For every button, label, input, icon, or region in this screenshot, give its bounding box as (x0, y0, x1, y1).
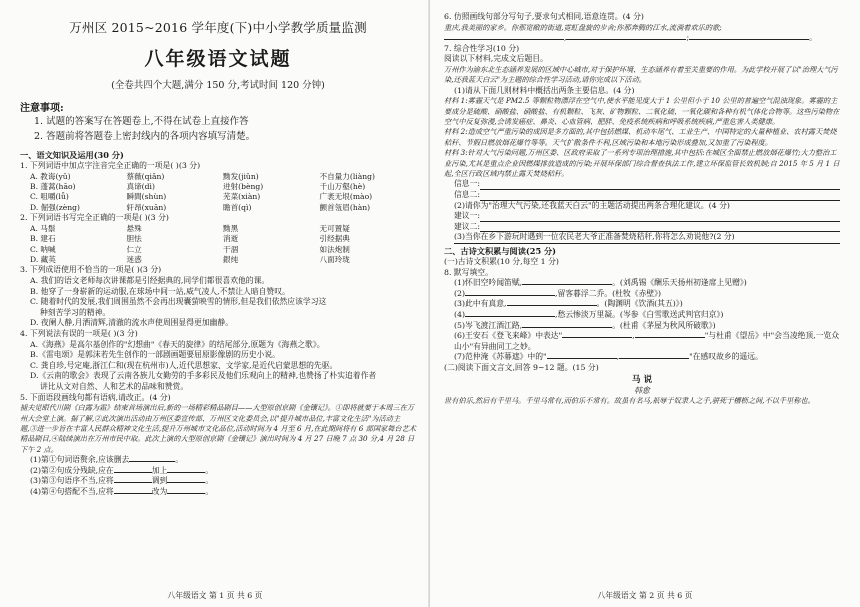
option-b: B. 他穿了一身崭新的运动服,在球场中间一站,威气凌人,不禁让人暗自赞叹。 (30, 286, 290, 296)
option-d: D.《云南的歌会》表现了云南各族儿女勤劳的手多彩民及他们乐观向上的精神,也赞扬了朴实追着作者 (30, 371, 377, 381)
answer-blank[interactable] (114, 482, 152, 483)
option-row: C. 咀嚼(lǚ) 瞬間(shùn) 芜菜(xiàn) 广袤无垠(mào) (30, 192, 373, 202)
classical-text: 世有伯乐,然后有千里马。千里马常有,而伯乐不常有。故虽有名马,祇辱于奴隶人之手,骈死于槽枥之间,不以千里称也。 (444, 395, 815, 405)
answer-blank[interactable] (619, 358, 689, 359)
material-3: 材料 3:针对大气污染问题,万州区委、区政府采取了一系列专项治理措施,其中包括:在城区全面禁止燃放烟花爆竹;大力整治工业污染,尤其是重点企业因燃煤排放造成的污染;开展环保部门综合督查执法工作,建立环保监管长效机制;自 2015 年 5 月 1 日起,全区行政区域内禁止露天焚烧秸秆。 (444, 148, 840, 179)
option-a: A. 我们的语文老师每次讲课都是引经据典的,同学们都很喜欢他的课。 (30, 276, 270, 286)
fill-item-6: (6)王安石《登飞来峰》中表达" , "与杜甫《望岳》中"会当凌绝顶,一览众山小"有异曲同工之妙。 (454, 331, 840, 351)
material-1: 材料 1:雾霾天气是 PM2.5 等颗粒物漂浮在空气中,使水平能见度大于 1 公里但小于 10 公里的普遍空气混浊现象。雾霾的主要成分是硫酸、硝酸盐、硝酸盐、有机颗粒、飞灰、矿物颗粒、二氧化硫、一氧化碳和各种有机气体化合物等。这些污染物在空气中反复弥漫,会诱发癌症、鼻炎、心血管病、肥胖、免疫系统疾病和呼吸系统疾病,严重危害人类健康。 (444, 96, 840, 126)
answer-blank[interactable] (547, 358, 617, 359)
option-row: C. 呐喊 仁立 干涸 如法炮制 (30, 244, 350, 254)
option-a: A.《海燕》是高尔基创作的"幻想曲"《春天的旋律》的结尾部分,原题为《海燕之歌》。 (30, 339, 325, 349)
answer-blank[interactable] (167, 472, 205, 473)
answer-blank[interactable] (635, 337, 705, 338)
fill-item-4: (4) ,愁云惨淡万里凝。(岑参《白雪歌送武判官归京》) (454, 309, 724, 319)
answer-blank[interactable] (167, 482, 205, 483)
material-2: 材料 2:造成空气严重污染的成因是多方面的,其中包括燃煤、机动车尾气、工业生产、中国特定的大量种植业、农村露天焚烧秸秆、节假日燃放烟花爆竹等等。天气扩散条件不利,区域污染和本地污染形成叠加,又加重了污染程度。 (444, 127, 837, 147)
question-7: 7. 综合性学习(10 分) (444, 43, 520, 53)
answer-blank[interactable] (522, 284, 612, 285)
option-c: C. 随着时代的发展,我们周围虽然不会再出现囊萤映雪的情形,但是我们依然应该学习这 (30, 297, 327, 307)
fill-item-5: (5)岑飞渡江酒江路, 。(杜甫《茅屋为秋风所破歌》) (454, 320, 716, 330)
notice-heading: 注意事项: (20, 103, 64, 114)
answer-blank[interactable] (480, 179, 840, 190)
exam-title: 八年级语文试题 (144, 48, 292, 70)
option-row: A. 马鬃 悬殊 黝黑 无可置疑 (30, 223, 350, 233)
answer-line (444, 243, 840, 244)
answer-blank[interactable] (689, 39, 809, 40)
answer-blank[interactable] (566, 39, 686, 40)
question-7-task-2: (2)请你为"治理大气污染,还我蓝天白云"的主题活动提出两条合理化建议。(4 分) (454, 200, 730, 210)
answer-blank[interactable] (444, 39, 564, 40)
option-c-continued: 种刻苦学习的精神。 (40, 307, 111, 317)
subsection-2: (二)阅读下面文言文,回答 9~12 题。(15 分) (444, 362, 599, 372)
question-5-passage: 捕夫觉眼代川剧《白露为霜》结束首场演出后,新的一场精彩精品剧目——大型原创京剧《金镶记》。①即将就要于本周三在万州大会堂上演。据了解,②此次演出活动由万州区委宣传部、万州区文化委员会,以"提升城市品位,丰富文化生活"为活动主题,③进一步旨在丰富人民群众精神文化生活,提升万州城市文化品位,活动时间为 4 月至 6 月,在此期间将有 6 部国家舞台艺术精品剧目,④陆续演出在万州市民中取。此次上演的大型原创京剧《金镶记》演出时间为 4 月 27 日晚 7 点 30 分,4 月 28 日下午 2 点。 (20, 403, 416, 454)
option-row: A. 教诲(yǔ) 蔡薇(qiǎn) 黝发(jiǔn) 不自量力(liàng) (30, 171, 375, 181)
option-d: D. 夜阑人静,月洒清辉,清澈的流水声使周围显得更加幽静。 (30, 318, 234, 328)
answer-blank[interactable] (480, 222, 840, 233)
section-heading-1: 一、语文知识及运用(30 分) (20, 150, 124, 160)
answer-blank[interactable] (114, 472, 152, 473)
question-7-task-3: (3)当你在乡下游玩时遇到一位农民老大爷正准备焚烧秸秆,你将怎么劝说他?(2 分) (454, 232, 735, 242)
question-8: 8. 默写填空。 (444, 267, 493, 277)
answer-blank[interactable] (507, 305, 597, 306)
question-4: 4. 下列说法有误的一项是( )(3 分) (20, 329, 138, 338)
fill-item-2: (2) ,留客暮浮二乔。(杜牧《赤壁》) (454, 288, 662, 298)
answer-blank[interactable] (167, 493, 205, 494)
answer-line-1: (1)第①句词语赘余,应该删去 。 (30, 455, 184, 465)
answer-line-2: (2)第②句成分残缺,应在 加上 。 (30, 465, 214, 475)
answer-blank[interactable] (465, 295, 555, 296)
info-line-2: 信息二: (444, 190, 840, 201)
option-row: D. 藏英 迷惑 銀纯 八面玲珑 (30, 255, 350, 265)
option-row: B. 蓬蒿(hāo) 真谛(dì) 迸射(bèng) 千山万壑(hè) (30, 182, 366, 191)
suggestion-line-2: 建议二: (444, 222, 840, 233)
answer-line-3: (3)第③句语序不当,应将 调到 。 (30, 476, 214, 486)
poem-title: 马 说 (631, 374, 653, 385)
fill-item-3: (3)此中有真意, 。(陶渊明《饮酒(其五)》) (454, 299, 683, 309)
question-3: 3. 下列成语使用不恰当的一项是( )(3 分) (20, 265, 162, 275)
answer-line: , ; 。 (444, 33, 840, 44)
question-7-task-1: (1)请从下面几则材料中概括出两条主要信息。(4 分) (454, 85, 635, 95)
answer-blank[interactable] (129, 461, 175, 462)
poem-author: 韩愈 (634, 385, 650, 395)
page-footer: 八年级语文 第 2 页 共 6 页 (597, 591, 693, 600)
question-7-para: 万州作为渝东北生态涵养发展的区域中心城市,对于保护环境、生态涵养有着至关重要的作用。为此学校开展了以"治理大气污染,还我蓝天白云"为主题的综合性学习活动,请你完成以下活动。 (444, 64, 838, 85)
question-6-text: 重庆,我美丽的家乡。你那宽敞的街道,霓虹盘旋的步舍;你那奔腾的江水,流淌着欢乐的歌; (444, 22, 722, 32)
info-line-1: 信息一: (444, 179, 840, 190)
answer-blank[interactable] (465, 316, 555, 317)
notice-1: 1. 试题的答案写在答题卷上,不得在试卷上直接作答 (34, 116, 249, 127)
page-two (430, 0, 860, 607)
exam-subtitle: (全卷共四个大题,满分 150 分,考试时间 120 分钟) (111, 80, 325, 91)
answer-blank[interactable] (480, 211, 840, 222)
question-1: 1. 下列词语中加点字注音完全正确的一项是( )(3 分) (20, 161, 201, 170)
answer-blank[interactable] (454, 243, 840, 244)
question-2: 2. 下列词语书写完全正确的一项是( )(3 分) (20, 213, 169, 223)
fill-item-7: (7)范仲淹《苏幕遮》中的" , "在感叹故乡的遥远。 (454, 352, 763, 362)
suggestion-line-1: 建议一: (444, 211, 840, 222)
section-heading-2: 二、古诗文积累与阅读(25 分) (444, 246, 557, 256)
exam-header: 万州区 2015~2016 学年度(下)中小学教学质量监测 (69, 20, 367, 35)
notice-2: 2. 答题前将答题卷上密封线内的各项内容填写清楚。 (34, 131, 256, 142)
option-row: D. 倔强(zèng) 轩昂(xuān) 瞻首(qì) 颤首瓴眉(hàn) (30, 202, 371, 212)
answer-blank[interactable] (562, 337, 632, 338)
question-6: 6. 仿照画线句部分写句子,要求句式相同,语意连贯。(4 分) (444, 12, 644, 21)
answer-blank[interactable] (114, 493, 152, 494)
answer-line-4: (4)第④句搭配不当,应将 改为 。 (30, 486, 214, 496)
option-c: C. 龚自珍,号定庵,浙江仁和(现在杭州市)人,近代思想家、文学家,是近代启蒙思想的先驱。 (30, 360, 338, 370)
option-row: B. 建石 胆怯 消逝 引经据典 (30, 234, 350, 244)
fill-item-1: (1)怀旧空吟闻笛赋, 。(刘禹锡《酬乐天扬州初逢席上见赠》) (454, 278, 747, 288)
option-d-continued: 讲比从文对自然、人和艺术的品味和赞赏。 (40, 381, 189, 391)
question-7-intro: 阅读以下材料,完成文后题目。 (444, 54, 548, 64)
subsection-1: (一)古诗文积累(10 分,每空 1 分) (444, 257, 559, 266)
option-b: B.《雷电颂》是郭沫若先生创作的一部剧画题要屈原影像剧的历史小说。 (30, 350, 280, 360)
answer-blank[interactable] (522, 327, 612, 328)
question-5: 5. 下面语段画线句都有语病,请改正。(4 分) (20, 392, 171, 402)
answer-blank[interactable] (480, 190, 840, 201)
page-footer: 八年级语文 第 1 页 共 6 页 (167, 591, 263, 600)
